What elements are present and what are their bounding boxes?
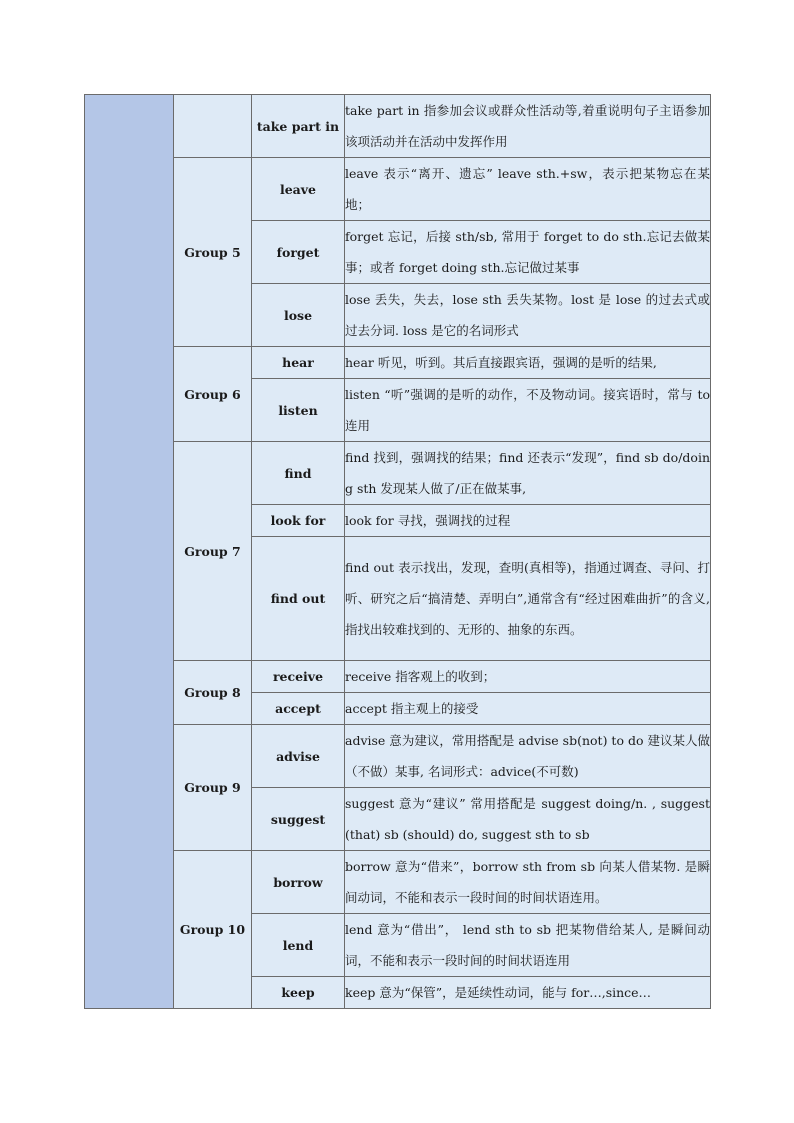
word-cell: lend: [252, 914, 345, 977]
description-cell: suggest 意为“建议” 常用搭配是 suggest doing/n. , suggest (that) sb (should) do, suggest sth to sb: [345, 788, 711, 851]
description-cell: advise 意为建议，常用搭配是 advise sb(not) to do 建议某人做（不做）某事, 名词形式：advice(不可数): [345, 725, 711, 788]
description-cell: borrow 意为“借来”，borrow sth from sb 向某人借某物. 是瞬间动词，不能和表示一段时间的时间状语连用。: [345, 851, 711, 914]
description-cell: take part in 指参加会议或群众性活动等,着重说明句子主语参加该项活动并在活动中发挥作用: [345, 95, 711, 158]
word-cell: advise: [252, 725, 345, 788]
table-row: [85, 661, 711, 693]
group-cell: Group 9: [174, 725, 252, 851]
description-cell: accept 指主观上的接受: [345, 693, 711, 725]
description-cell: leave 表示“离开、遗忘” leave sth.+sw，表示把某物忘在某地；: [345, 158, 711, 221]
word-cell: suggest: [252, 788, 345, 851]
word-cell: borrow: [252, 851, 345, 914]
group-cell: Group 7: [174, 442, 252, 661]
group-cell: Group 10: [174, 851, 252, 1009]
table-row: [85, 347, 711, 379]
side-column: [85, 95, 174, 1009]
word-cell: forget: [252, 221, 345, 284]
word-cell: receive: [252, 661, 345, 693]
description-cell: look for 寻找，强调找的过程: [345, 505, 711, 537]
description-cell: keep 意为“保管”，是延续性动词，能与 for…,since…: [345, 977, 711, 1009]
table-row: [85, 95, 711, 158]
description-cell: forget 忘记，后接 sth/sb, 常用于 forget to do sth.忘记去做某事；或者 forget doing sth.忘记做过某事: [345, 221, 711, 284]
word-cell: leave: [252, 158, 345, 221]
description-cell: listen “听”强调的是听的动作，不及物动词。接宾语时，常与 to 连用: [345, 379, 711, 442]
table-row: [85, 851, 711, 914]
vocabulary-table: [84, 94, 711, 1009]
group-cell-empty: [174, 95, 252, 158]
word-cell: hear: [252, 347, 345, 379]
word-cell: take part in: [252, 95, 345, 158]
group-cell: Group 8: [174, 661, 252, 725]
word-cell: keep: [252, 977, 345, 1009]
group-cell: Group 6: [174, 347, 252, 442]
description-cell: find out 表示找出，发现，查明(真相等)，指通过调查、寻问、打听、研究之后“搞清楚、弄明白”,通常含有“经过困难曲折”的含义,指找出较难找到的、无形的、抽象的东西。: [345, 537, 711, 661]
group-cell: Group 5: [174, 158, 252, 347]
word-cell: find out: [252, 537, 345, 661]
description-cell: find 找到，强调找的结果；find 还表示“发现”，find sb do/doing sth 发现某人做了/正在做某事,: [345, 442, 711, 505]
word-cell: find: [252, 442, 345, 505]
description-cell: receive 指客观上的收到；: [345, 661, 711, 693]
word-cell: accept: [252, 693, 345, 725]
table-row: [85, 725, 711, 788]
word-cell: look for: [252, 505, 345, 537]
description-cell: lose 丢失，失去，lose sth 丢失某物。lost 是 lose 的过去式或过去分词. loss 是它的名词形式: [345, 284, 711, 347]
table-row: [85, 442, 711, 505]
table-row: [85, 158, 711, 221]
description-cell: lend 意为“借出”， lend sth to sb 把某物借给某人, 是瞬间动词，不能和表示一段时间的时间状语连用: [345, 914, 711, 977]
word-cell: lose: [252, 284, 345, 347]
word-cell: listen: [252, 379, 345, 442]
description-cell: hear 听见，听到。其后直接跟宾语，强调的是听的结果,: [345, 347, 711, 379]
